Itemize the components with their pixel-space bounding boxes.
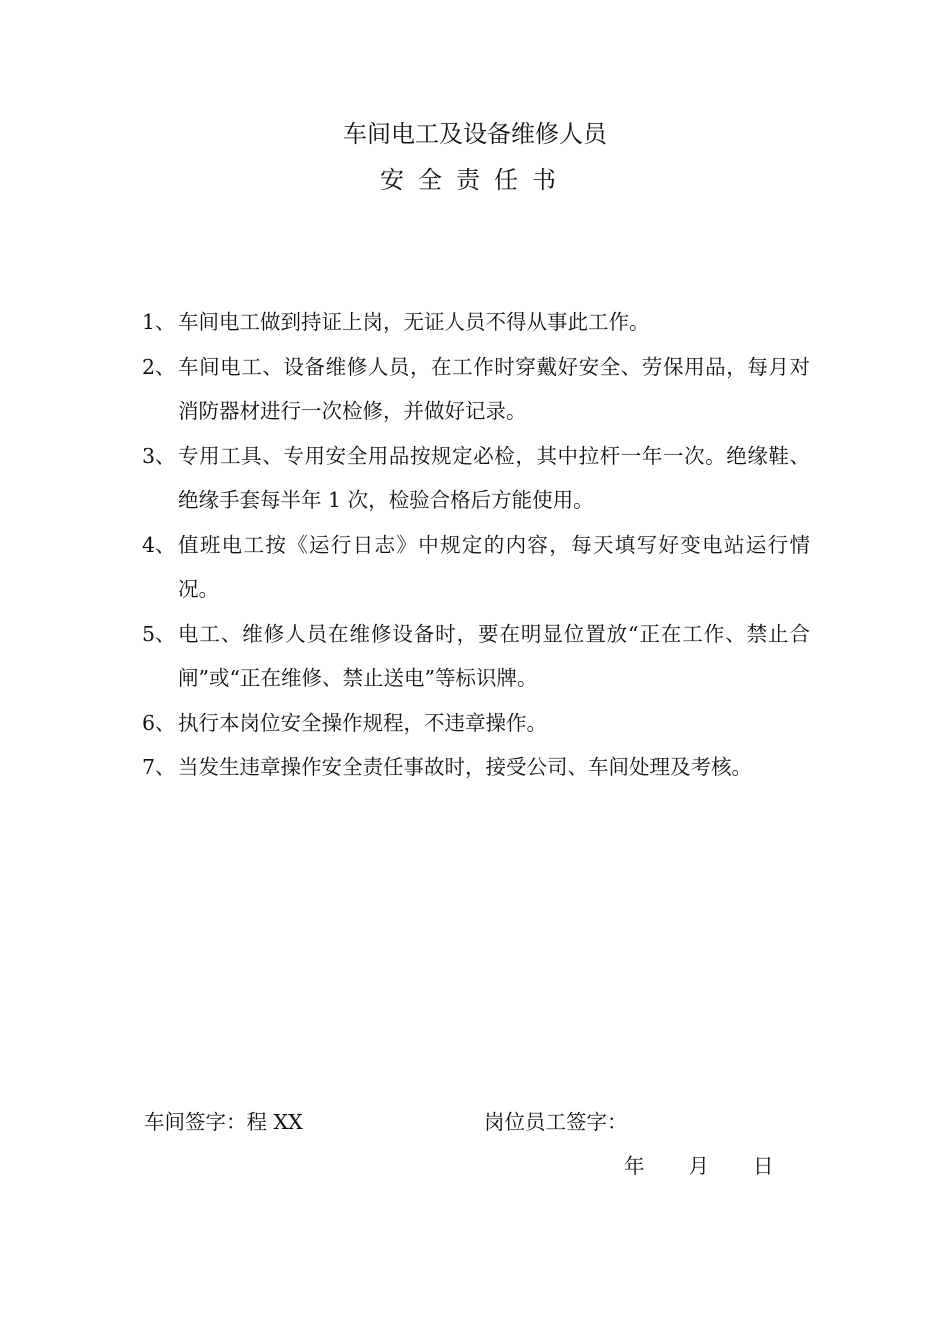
item-number: 6、 (142, 710, 176, 735)
responsibility-list (142, 300, 810, 790)
item-number: 3、 (142, 443, 176, 468)
item-text: 当发生违章操作安全责任事故时，接受公司、车间处理及考核。 (178, 755, 752, 779)
list-item (142, 523, 810, 612)
list-item (142, 300, 810, 345)
item-number: 2、 (142, 354, 176, 379)
item-text: 车间电工做到持证上岗，无证人员不得从事此工作。 (178, 310, 650, 334)
date-month: 月 (688, 1154, 709, 1178)
workshop-signature: 车间签字：程 XX (144, 1110, 303, 1134)
document-title: 车间电工及设备维修人员 (343, 120, 607, 148)
item-number: 1、 (142, 310, 176, 334)
date-year: 年 (624, 1154, 645, 1178)
employee-signature: 岗位员工签字： (484, 1110, 628, 1134)
list-item (142, 701, 810, 746)
document-subtitle: 安全责任书 (380, 166, 570, 194)
list-item (142, 745, 810, 790)
list-item (142, 612, 810, 701)
item-text: 电工、维修人员在维修设备时，要在明显位置放“正在工作、禁止合闸”或“正在维修、禁止送电”等标识牌。 (178, 621, 810, 690)
item-number: 5、 (142, 621, 176, 646)
item-text: 值班电工按《运行日志》中规定的内容，每天填写好变电站运行情况。 (178, 532, 810, 601)
item-text: 专用工具、专用安全用品按规定必检，其中拉杆一年一次。绝缘鞋、绝缘手套每半年 1 次，检验合格后方能使用。 (178, 443, 810, 512)
item-text: 执行本岗位安全操作规程，不违章操作。 (178, 710, 547, 735)
item-number: 7、 (142, 755, 176, 779)
list-item (142, 434, 810, 523)
item-number: 4、 (142, 532, 176, 557)
date-day: 日 (753, 1154, 774, 1178)
date-line (624, 1151, 774, 1181)
item-text: 车间电工、设备维修人员，在工作时穿戴好安全、劳保用品，每月对消防器材进行一次检修，并做好记录。 (178, 354, 810, 423)
list-item (142, 345, 810, 434)
